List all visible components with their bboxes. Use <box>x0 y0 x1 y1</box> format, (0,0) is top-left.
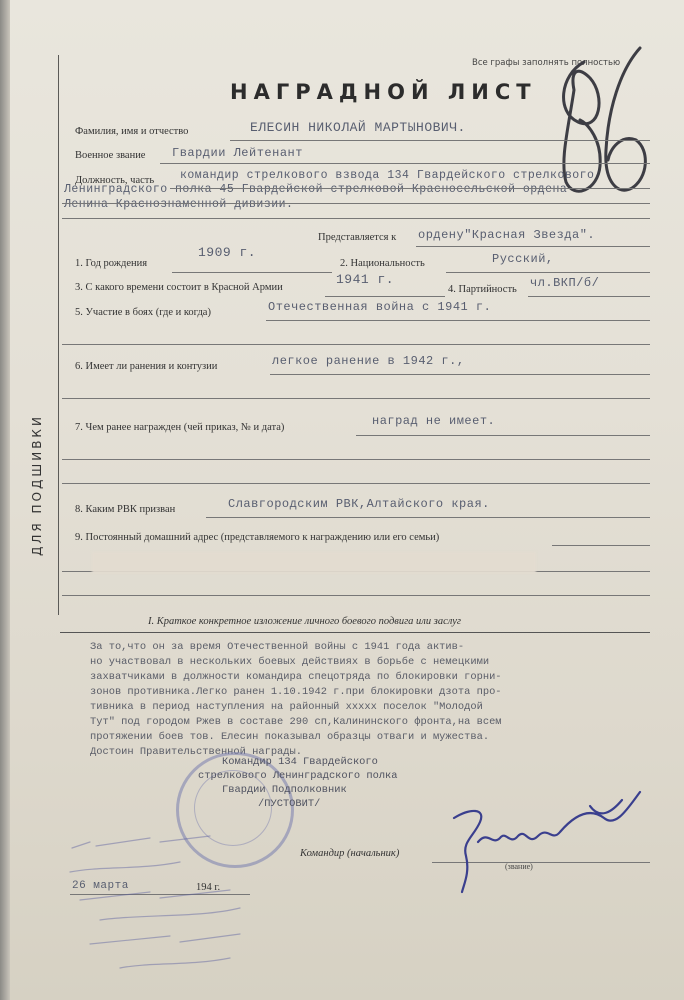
position-value-line-2: Ленинградского полка 45 Гвардейской стрелковой Красносельской ордена <box>64 183 568 196</box>
nationality-label: 2. Национальность <box>340 258 425 269</box>
signature-line: стрелкового Ленинградского полка <box>198 770 398 782</box>
feat-line: Тут" под городом Ржев в составе 290 сп,Калининского фронта,на всем <box>90 716 502 728</box>
rvk-label: 8. Каким РВК призван <box>75 504 176 515</box>
presented-value: ордену"Красная Звезда". <box>418 228 596 242</box>
fill-instruction: Все графы заполнять полностью <box>472 58 621 68</box>
signature-line: Гвардии Подполковник <box>222 784 347 796</box>
army-since-label: 3. С какого времени состоит в Красной Армии <box>75 282 283 293</box>
signature-line: /ПУСТОВИТ/ <box>258 798 321 810</box>
feat-line: но участвовал в нескольких боевых действиях в борьбе с немецкими <box>90 656 490 668</box>
binding-label: ДЛЯ ПОДШИВКИ <box>30 414 44 556</box>
nationality-value: Русский, <box>492 252 554 266</box>
feat-line: Достоин Правительственной награды. <box>90 746 303 758</box>
name-label: Фамилия, имя и отчество <box>75 126 189 137</box>
position-value-line-1: командир стрелкового взвода 134 Гвардейского стрелкового <box>180 169 595 182</box>
position-label: Должность, часть <box>75 175 155 186</box>
signature-line: Командир 134 Гвардейского <box>222 756 378 768</box>
position-value-line-3: Ленина Краснознаменной дивизии. <box>64 198 294 211</box>
birth-year-label: 1. Год рождения <box>75 258 148 269</box>
rank-caption: (звание) <box>505 862 533 871</box>
document-title: НАГРАДНОЙ ЛИСТ <box>230 80 537 104</box>
birth-year-value: 1909 г. <box>198 245 257 260</box>
rank-label: Военное звание <box>75 150 146 161</box>
feat-line: протяжении боев тов. Елесин показывал образцы отваги и мужества. <box>90 731 490 743</box>
awards-value: наград не имеет. <box>372 414 496 428</box>
awards-label: 7. Чем ранее награжден (чей приказ, № и дата) <box>75 422 285 433</box>
party-value: чл.ВКП/б/ <box>530 276 600 290</box>
army-since-value: 1941 г. <box>336 272 395 287</box>
presented-label: Представляется к <box>318 232 397 243</box>
rvk-value: Славгородским РВК,Алтайского края. <box>228 497 490 511</box>
address-label: 9. Постоянный домашний адрес (представляемого к награждению или его семьи) <box>75 532 440 543</box>
battles-value: Отечественная война с 1941 г. <box>268 300 492 314</box>
date-value: 26 марта <box>72 880 129 892</box>
feat-line: захватчиками в должности командира спецотряда по блокировки горни- <box>90 671 502 683</box>
commander-label: Командир (начальник) <box>300 848 400 859</box>
feat-line: тивника в период наступления на районный xxxxx поселок "Молодой <box>90 701 483 713</box>
feat-line: зонов противника.Легко ранен 1.10.1942 г.при блокировки дзота про- <box>90 686 502 698</box>
wounds-value: легкое ранение в 1942 г., <box>272 354 465 368</box>
party-label: 4. Партийность <box>448 284 517 295</box>
battles-label: 5. Участие в боях (где и когда) <box>75 307 211 318</box>
rank-value: Гвардии Лейтенант <box>172 146 303 160</box>
name-value: ЕЛЕСИН НИКОЛАЙ МАРТЫНОВИЧ. <box>250 120 466 135</box>
feat-line: За то,что он за время Отечественной войны с 1941 года актив- <box>90 641 465 653</box>
wounds-label: 6. Имеет ли ранения и контузии <box>75 361 218 372</box>
section-title: I. Краткое конкретное изложение личного боевого подвига или заслуг <box>148 616 461 627</box>
year-value: 194 г. <box>196 882 221 893</box>
